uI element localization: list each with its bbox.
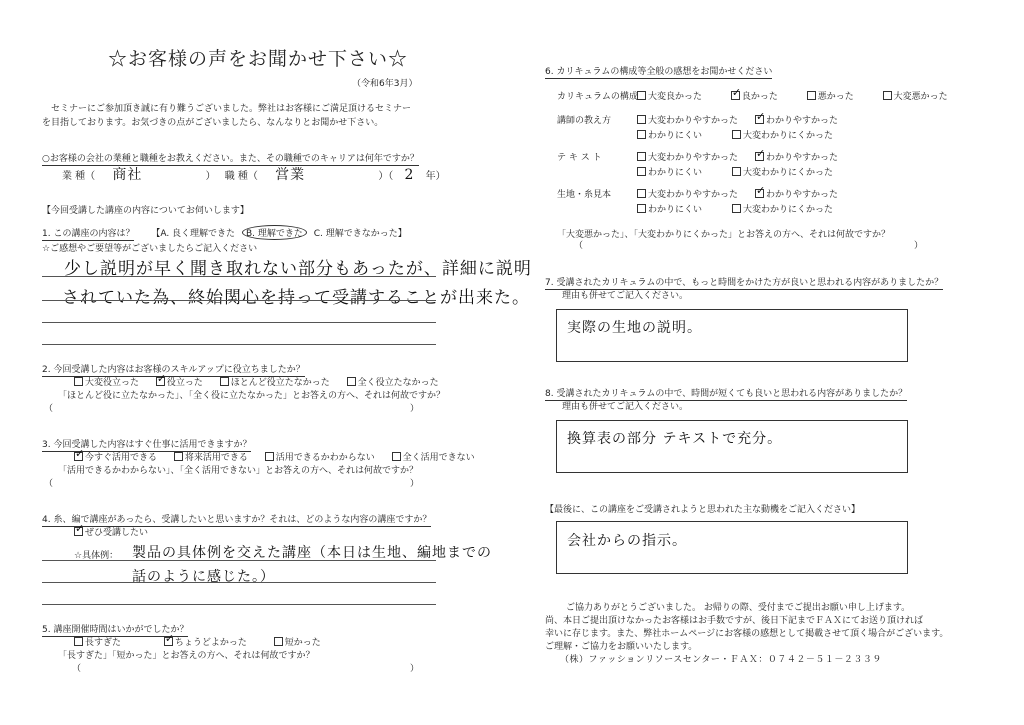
checkbox-icon[interactable] [732,204,741,213]
job-close: ）（ [378,171,394,182]
q5-question: 5. 講座開催時間はいかがでしたか？ [42,622,188,637]
q2-option[interactable]: ほとんど役立たなかった [220,375,330,388]
checkbox-checked-icon[interactable] [755,152,764,161]
checkbox-checked-icon[interactable] [755,189,764,198]
q2-options [74,375,453,388]
checkbox-icon[interactable] [637,130,646,139]
q2-option[interactable]: 全く役立たなかった [347,375,439,388]
footer-line-1: ご協力ありがとうございました。 お帰りの際、受付までご提出お願い申し上げます。 [566,603,911,613]
q4-option[interactable]: ✓ぜひ受講したい [74,525,148,538]
q6-close-paren: ） [914,241,924,251]
checkbox-checked-icon[interactable] [731,91,740,100]
q1-question: 1. この講座の内容は？ [42,229,135,239]
footer-line-3: 幸いに存じます。また、弊社ホームページにお客様の感想として掲載させて頂く場合がございます。 [545,629,949,639]
checkbox-checked-icon[interactable] [164,637,173,646]
checkbox-icon[interactable] [637,91,646,100]
q3-open-paren: （ [44,479,54,489]
q6-option[interactable]: 大変わかりやすかった [637,150,755,163]
page-title: ☆お客様の声をお聞かせ下さい☆ [108,48,409,70]
q6-option[interactable]: 大変わかりにくかった [732,165,833,178]
date-label: （令和6年3月） [352,79,418,89]
q6-row-label: テ キ ス ト [557,153,602,163]
q4-answer-line-2: 話のように感じた。） [132,569,275,585]
q3-note: 「活用できるかわからない」、「全く活用できない」とお答えの方へ、それは何故ですか？ [58,466,419,476]
q2-close-paren: ） [410,404,420,414]
q6-option[interactable]: わかりにくい [637,202,732,215]
motive-answer: 会社からの指示。 [567,533,687,549]
q8-answer: 換算表の部分 テキストで充分。 [567,431,783,447]
q6-option[interactable]: 大変良かった [637,89,702,102]
content-heading: 【今回受講した講座の内容についてお伺いします】 [42,206,249,216]
job-value: 営業 [275,167,306,183]
career-fields [62,164,446,184]
checkbox-icon[interactable] [74,637,83,646]
intro-line-1: セミナーにご参加頂き誠に有り難うございました。弊社はお客様にご満足頂けるセミナー [42,104,412,114]
intro-line-2: を目指しております。お気づきの点がございましたら、なんなりとお聞かせ下さい。 [42,118,384,128]
q8-answer-box[interactable] [556,420,908,473]
q6-option[interactable]: ✓ わかりやすかった [755,113,838,126]
q6-option[interactable]: 大変悪かった [883,89,948,102]
writing-line [42,344,436,345]
checkbox-icon[interactable] [174,452,183,461]
q6-option[interactable]: 悪かった [807,89,854,102]
industry-close: ） [205,171,216,182]
q2-open-paren: （ [44,404,54,414]
q6-option[interactable]: 大変わかりやすかった [637,187,755,200]
checkbox-checked-icon[interactable] [755,115,764,124]
q4-answer-line-1: 製品の具体例を交えた講座（本日は生地、編地までの [132,545,492,561]
career-question: ○お客様の会社の業種と職種をお教えください。また、その職種でのキャリアは何年ですか？ [42,151,419,166]
q1-option-b-circled: B. 理解できた [242,225,307,240]
q3-option[interactable]: 全く活用できない [392,450,475,463]
checkbox-icon[interactable] [637,115,646,124]
q7-question: 7. 受講されたカリキュラムの中で、もっと時間をかけた方が良いと思われる内容がありましたか？ [545,275,943,290]
q4-question: 4. 糸、編で講座があったら、受講したいと思いますか？それは、どのような内容の講座ですか？ [42,512,431,527]
q6-option[interactable]: 大変わかりにくかった [732,202,833,215]
checkbox-icon[interactable] [74,377,83,386]
q1-option-c: C. 理解できなかった】 [313,229,407,239]
q8-sub: 理由も併せてご記入ください。 [562,402,689,412]
q5-options [74,635,335,648]
q6-option[interactable]: わかりにくい [637,128,732,141]
q6-row-options [637,187,877,215]
writing-line [42,560,436,561]
q6-open-paren: （ [574,241,584,251]
q3-close-paren: ） [410,479,420,489]
q6-row-options [637,150,877,178]
writing-line [42,604,436,605]
q5-open-paren: （ [72,664,82,674]
footer-line-4: ご理解・ご協力をお願いいたします。 [545,642,698,652]
industry-label: 業 種（ [62,171,96,182]
checkbox-icon[interactable] [392,452,401,461]
q2-option[interactable]: ✓ 役立った [156,375,203,388]
q2-note: 「ほとんど役に立たなかった」、「全く役に立たなかった」とお答えの方へ、それは何故ですか？ [58,391,446,401]
writing-line [42,276,436,277]
q6-option[interactable]: ✓ わかりやすかった [755,150,838,163]
q6-row-label: カリキュラムの構成 [557,92,638,102]
job-label: 職 種（ [224,171,258,182]
q6-option[interactable]: 大変わかりにくかった [732,128,833,141]
q1-answer-line-2: されていた為、終始関心を持って受講することが出来た。 [62,288,530,308]
q5-option[interactable]: 長すぎた [74,635,121,648]
q6-option[interactable]: ✓ わかりやすかった [755,187,838,200]
q6-row-options [637,113,877,141]
checkbox-icon[interactable] [220,377,229,386]
q3-option[interactable]: 活用できるかわからない [265,450,375,463]
q6-row-label: 講師の教え方 [557,116,612,126]
q5-close-paren: ） [410,664,420,674]
checkbox-checked-icon[interactable] [74,527,83,536]
q3-question: 3. 今回受講した内容はすぐ仕事に活用できますか？ [42,437,251,452]
writing-line [42,582,436,583]
q6-option[interactable]: ✓ 良かった [731,89,778,102]
q1-answer-line-1: 少し説明が早く聞き取れない部分もあったが、詳細に説明 [64,259,532,279]
checkbox-icon[interactable] [347,377,356,386]
checkbox-icon[interactable] [732,167,741,176]
q7-sub: 理由も併せてご記入ください。 [562,291,689,301]
checkbox-icon[interactable] [265,452,274,461]
years-unit: 年） [425,171,446,182]
q6-option[interactable]: 大変わかりやすかった [637,113,755,126]
motive-answer-box[interactable] [556,521,908,574]
footer-contact: （株）ファッションリソースセンター・ＦＡＸ：０７４２－５１－２３３９ [560,655,882,665]
checkbox-icon[interactable] [637,204,646,213]
checkbox-icon[interactable] [274,637,283,646]
q2-question: 2. 今回受講した内容はお客様のスキルアップに役立ちましたか？ [42,362,305,377]
q6-row-label: 生地・糸見本 [557,190,612,200]
checkbox-icon[interactable] [637,167,646,176]
q8-question: 8. 受講されたカリキュラムの中で、時間が短くても良いと思われる内容がありましたか？ [545,386,907,401]
q7-answer: 実際の生地の説明。 [567,320,702,336]
years-value: 2 [404,167,415,183]
q5-option[interactable]: 短かった [274,635,321,648]
q2-option[interactable]: 大変役立った [74,375,139,388]
footer-line-2: 尚、本日ご提出頂けなかったお客様はお手数ですが、後日下記までＦＡＸにてお送り頂ければ [545,616,924,626]
checkbox-icon[interactable] [807,91,816,100]
writing-line [42,322,436,323]
q1-row [42,225,407,240]
checkbox-checked-icon[interactable] [74,452,83,461]
q5-option[interactable]: ✓ ちょうどよかった [164,635,247,648]
q6-row-options [637,89,962,102]
q6-note: 「大変悪かった」、「大変わかりにくかった」とお答えの方へ、それは何故ですか？ [557,230,891,240]
q3-option[interactable]: ✓今すぐ活用できる [74,450,157,463]
checkbox-icon[interactable] [732,130,741,139]
q1-option-a: 【A. 良く理解できた [151,229,236,239]
q6-question: 6. カリキュラムの構成等全般の感想をお聞かせください [545,64,772,79]
checkbox-icon[interactable] [637,152,646,161]
industry-value: 商社 [112,167,143,183]
writing-line [42,300,436,301]
q4-example-label: ☆具体例： [74,551,119,561]
q5-note: 「長すぎた」「短かった」とお答えの方へ、それは何故ですか？ [58,651,315,661]
checkbox-icon[interactable] [637,189,646,198]
q3-option[interactable]: 将来活用できる [174,450,248,463]
q3-options [74,450,489,463]
checkbox-icon[interactable] [883,91,892,100]
motive-question: 【最後に、この講座をご受講されようと思われた主な動機をご記入ください】 [545,505,861,515]
checkbox-checked-icon[interactable] [156,377,165,386]
q7-answer-box[interactable] [556,309,908,362]
q1-note: ☆ご感想やご要望等がございましたらご記入ください [42,244,258,254]
q6-option[interactable]: わかりにくい [637,165,732,178]
